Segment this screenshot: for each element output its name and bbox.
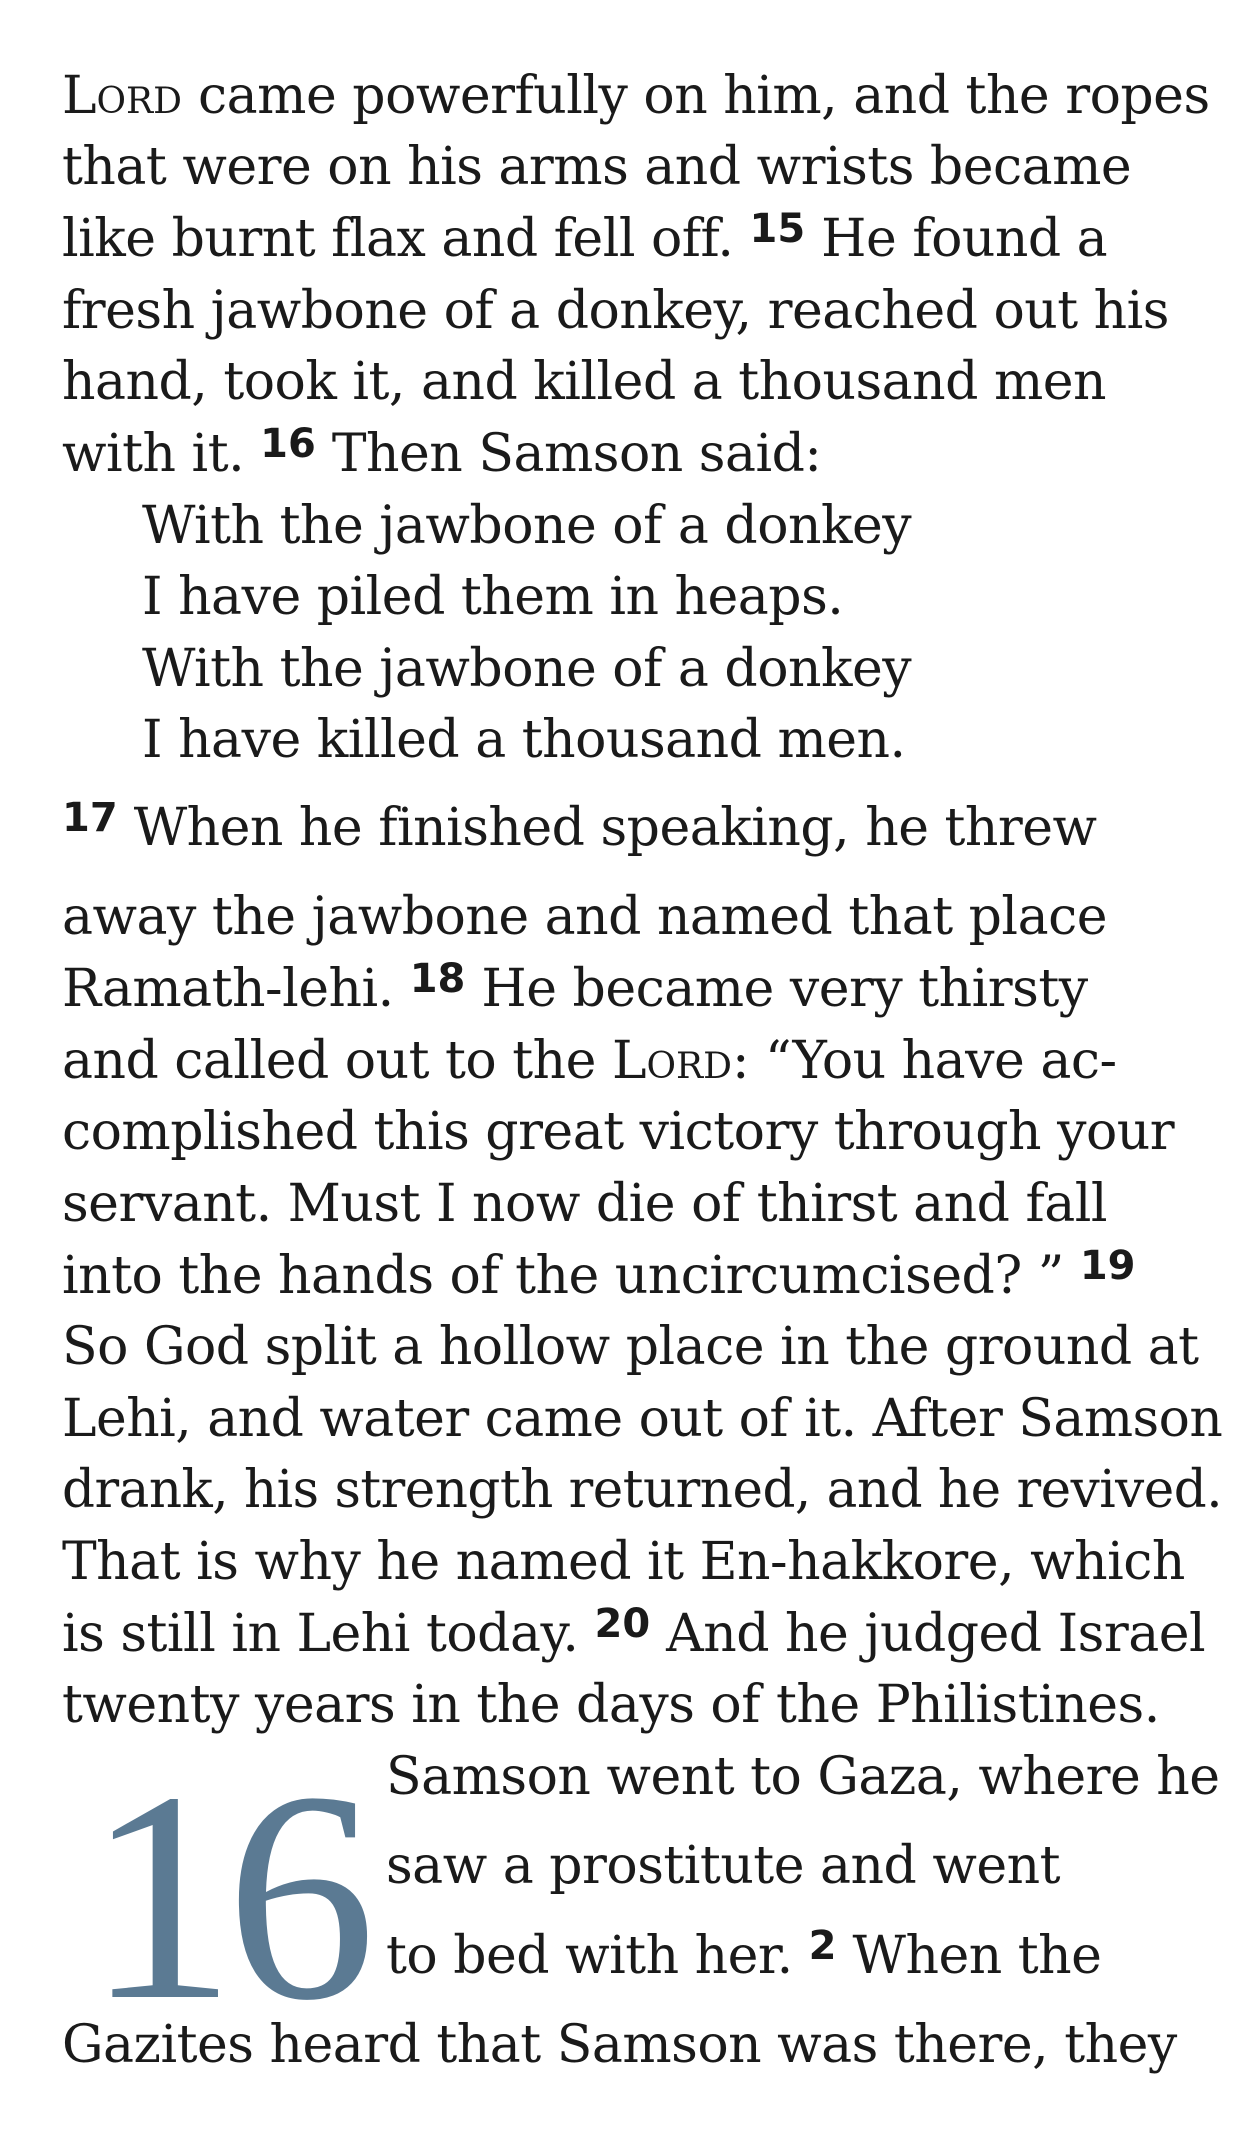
- text-span: When he finished speaking, he threw: [117, 798, 1097, 858]
- text-line: [62, 66, 1210, 126]
- text-span: : “You have ac-: [731, 1031, 1117, 1091]
- text-span: and called out to the: [62, 1031, 612, 1091]
- text-line: [62, 1031, 1117, 1091]
- text-line: servant. Must I now die of thirst and fall: [62, 1174, 1107, 1234]
- text-line: So God split a hollow place in the ground at: [62, 1317, 1199, 1377]
- poem-line: With the jawbone of a donkey: [142, 496, 912, 556]
- verse-number: 15: [749, 206, 806, 252]
- chapter-text-line: [386, 1923, 1102, 1986]
- text-line: away the jawbone and named that place: [62, 887, 1107, 947]
- verse-number: 17: [62, 795, 118, 841]
- text-span: came powerfully on him, and the ropes: [182, 66, 1210, 126]
- text-line: [62, 421, 822, 484]
- verse-number: 16: [260, 421, 316, 467]
- chapter-text-line: Samson went to Gaza, where he: [386, 1747, 1220, 1807]
- text-line: That is why he named it En-hakkore, which: [62, 1532, 1185, 1592]
- text-line: [62, 956, 1088, 1019]
- text-span: When the: [836, 1926, 1102, 1986]
- poem-line: With the jawbone of a donkey: [142, 639, 912, 699]
- text-line: [62, 1601, 1206, 1664]
- chapter-text-line: saw a prostitute and went: [386, 1836, 1060, 1896]
- text-span: into the hands of the uncircumcised? ”: [62, 1246, 1080, 1306]
- chapter-text-line: Gazites heard that Samson was there, they: [62, 2015, 1177, 2075]
- divine-name: Lord: [611, 1031, 732, 1091]
- text-line: [62, 1243, 1136, 1306]
- text-span: like burnt flax and fell off.: [62, 209, 750, 269]
- text-line: [62, 206, 1108, 269]
- text-span: He became very thirsty: [465, 959, 1088, 1019]
- verse-number: 18: [409, 956, 466, 1002]
- text-line: twenty years in the days of the Philistines.: [62, 1675, 1160, 1735]
- text-line: Lehi, and water came out of it. After Samson: [62, 1389, 1223, 1449]
- text-span: He found a: [805, 209, 1108, 269]
- text-line: fresh jawbone of a donkey, reached out his: [62, 281, 1169, 341]
- text-span: to bed with her.: [386, 1926, 809, 1986]
- poem-line: I have piled them in heaps.: [142, 567, 844, 627]
- text-line: [62, 795, 1097, 858]
- text-line: complished this great victory through your: [62, 1102, 1175, 1162]
- divine-name: Lord: [62, 66, 183, 126]
- text-span: with it.: [62, 424, 261, 484]
- text-span: And he judged Israel: [650, 1604, 1206, 1664]
- chapter-number: 16: [86, 1730, 366, 2062]
- text-line: hand, took it, and killed a thousand men: [62, 352, 1107, 412]
- verse-number: 20: [594, 1601, 651, 1647]
- text-span: Then Samson said:: [315, 424, 822, 484]
- verse-number: 19: [1079, 1243, 1136, 1289]
- text-line: drank, his strength returned, and he revived.: [62, 1460, 1223, 1520]
- verse-number: 2: [808, 1923, 837, 1969]
- text-span: is still in Lehi today.: [62, 1604, 595, 1664]
- poem-line: I have killed a thousand men.: [142, 710, 906, 770]
- text-span: Ramath-lehi.: [62, 959, 410, 1019]
- text-line: that were on his arms and wrists became: [62, 137, 1132, 197]
